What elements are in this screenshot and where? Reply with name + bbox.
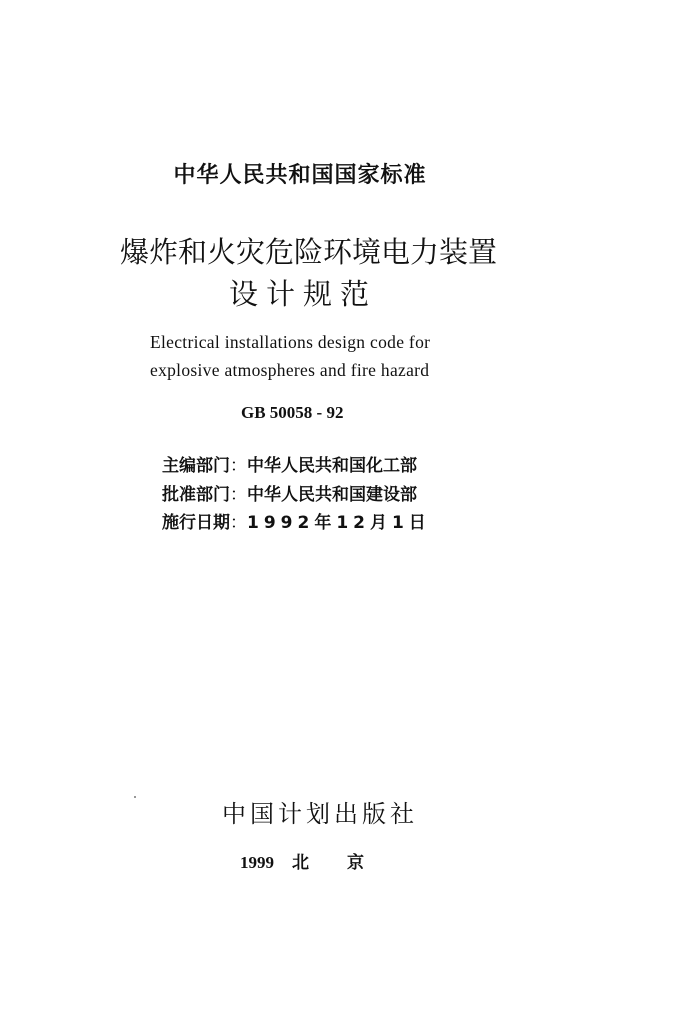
meta-editor-label: 主编部门 [162, 456, 230, 476]
document-title-zh-line1: 爆炸和火灾危险环境电力装置 [120, 235, 498, 269]
document-title-zh-line2: 设计规范 [229, 277, 378, 311]
publisher-name: 中国计划出版社 [222, 800, 418, 828]
meta-row-editor [162, 452, 431, 481]
standard-code: GB 50058 - 92 [241, 403, 344, 422]
publication-city: 北京 [292, 853, 402, 872]
meta-separator: ： [230, 484, 247, 505]
meta-row-approver [162, 481, 431, 510]
document-title-en-line1: Electrical installations design code for [150, 332, 431, 352]
national-standard-heading: 中华人民共和国国家标准 [173, 163, 427, 188]
meta-row-date [162, 509, 431, 538]
publication-year: 1999 [240, 853, 274, 872]
document-title-en-line2: explosive atmospheres and fire hazard [150, 360, 430, 380]
scan-speck [134, 796, 136, 798]
meta-date-value: 1992年12月1日 [247, 513, 431, 533]
meta-date-label: 施行日期 [162, 513, 230, 533]
meta-separator: ： [230, 513, 247, 533]
meta-editor-value: 中华人民共和国化工部 [247, 456, 417, 476]
document-title-en [150, 328, 470, 384]
meta-approver-value: 中华人民共和国建设部 [247, 484, 417, 505]
document-meta [162, 452, 431, 538]
meta-approver-label: 批准部门 [162, 484, 230, 505]
meta-separator: ： [230, 456, 247, 476]
publication-line [240, 848, 402, 873]
